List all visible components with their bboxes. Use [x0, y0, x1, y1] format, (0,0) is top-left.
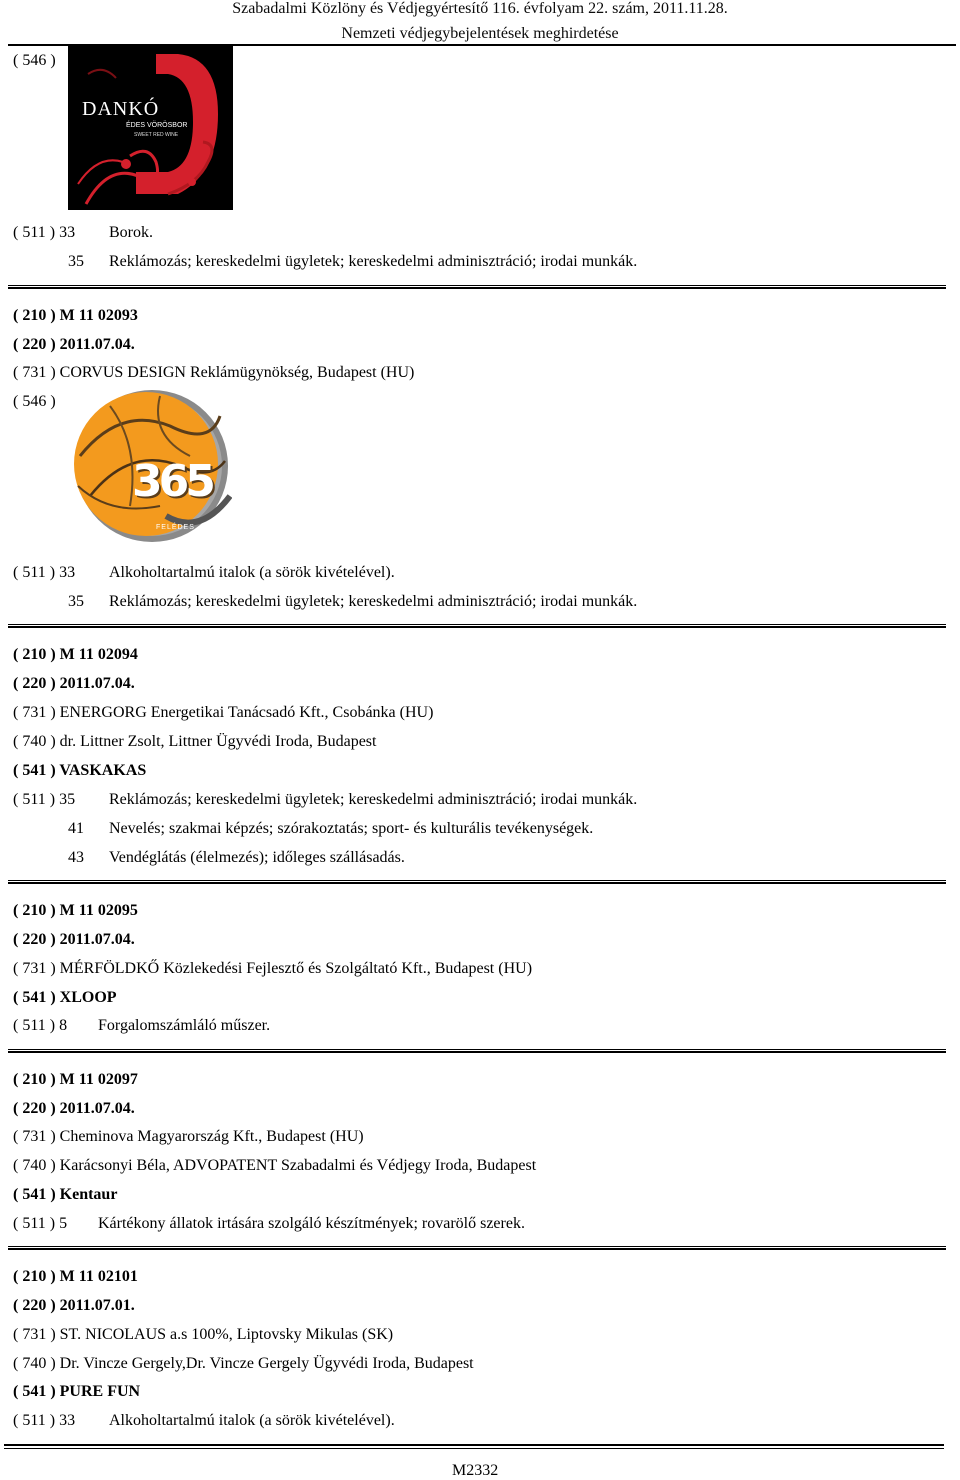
- class-code: 43: [68, 849, 84, 866]
- application-number: ( 210 ) M 11 02095: [13, 902, 138, 919]
- logo-caption: FELÉDES: [156, 524, 195, 531]
- danko-sub: ÉDES VÖRÖSBOR: [126, 122, 188, 129]
- class-code: ( 511 ) 33: [13, 224, 76, 241]
- representative: ( 740 ) Karácsonyi Béla, ADVOPATENT Szabadalmi és Védjegy Iroda, Budapest: [13, 1157, 537, 1174]
- class-code: ( 511 ) 33: [13, 564, 76, 581]
- filing-date: ( 220 ) 2011.07.04.: [13, 931, 135, 948]
- danko-brand: DANKÓ: [82, 98, 160, 120]
- application-number: ( 210 ) M 11 02093: [13, 307, 138, 324]
- owner: ( 731 ) MÉRFÖLDKŐ Közlekedési Fejlesztő és Szolgáltató Kft., Budapest (HU): [13, 960, 533, 977]
- class-code: ( 511 ) 8: [13, 1017, 68, 1034]
- entry-divider: [8, 882, 946, 884]
- filing-date: ( 220 ) 2011.07.01.: [13, 1297, 135, 1314]
- class-text: Forgalomszámláló műszer.: [98, 1017, 271, 1034]
- entry-divider: [8, 880, 946, 881]
- owner: ( 731 ) Cheminova Magyarország Kft., Budapest (HU): [13, 1128, 364, 1145]
- image-code: ( 546 ): [13, 393, 56, 410]
- felledes-365-logo-image: [70, 386, 232, 546]
- application-number: ( 210 ) M 11 02094: [13, 646, 138, 663]
- page-number: M2332: [452, 1462, 499, 1479]
- filing-date: ( 220 ) 2011.07.04.: [13, 675, 135, 692]
- owner: ( 731 ) CORVUS DESIGN Reklámügynökség, Budapest (HU): [13, 364, 415, 381]
- application-number: ( 210 ) M 11 02097: [13, 1071, 138, 1088]
- trademark-word: ( 541 ) XLOOP: [13, 989, 117, 1006]
- representative: ( 740 ) Dr. Vincze Gergely,Dr. Vincze Gergely Ügyvédi Iroda, Budapest: [13, 1355, 474, 1372]
- trademark-word: ( 541 ) PURE FUN: [13, 1383, 141, 1400]
- entry-divider: [8, 624, 946, 625]
- class-code: ( 511 ) 33: [13, 1412, 76, 1429]
- application-number: ( 210 ) M 11 02101: [13, 1268, 138, 1285]
- image-code: ( 546 ): [13, 52, 56, 69]
- class-text: Reklámozás; kereskedelmi ügyletek; kereskedelmi adminisztráció; irodai munkák.: [109, 791, 638, 808]
- class-text: Kártékony állatok irtására szolgáló készítmények; rovarölő szerek.: [98, 1215, 525, 1232]
- entry-divider: [8, 285, 946, 286]
- filing-date: ( 220 ) 2011.07.04.: [13, 1100, 135, 1117]
- class-code: 35: [68, 253, 84, 270]
- class-text: Alkoholtartalmú italok (a sörök kivételével).: [109, 564, 395, 581]
- owner: ( 731 ) ST. NICOLAUS a.s 100%, Liptovsky Mikulas (SK): [13, 1326, 394, 1343]
- trademark-word: ( 541 ) VASKAKAS: [13, 762, 147, 779]
- footer-rule: [4, 1448, 944, 1449]
- trademark-word: ( 541 ) Kentaur: [13, 1186, 118, 1203]
- danko-sub2: SWEET RED WINE: [134, 132, 179, 138]
- section-title: Nemzeti védjegybejelentések meghirdetése: [341, 25, 619, 42]
- logo-number: 365: [132, 456, 212, 507]
- class-text: Alkoholtartalmú italok (a sörök kivételével).: [109, 1412, 395, 1429]
- entry-divider: [8, 1051, 946, 1053]
- class-code: 41: [68, 820, 84, 837]
- class-text: Vendéglátás (élelmezés); időleges szállásadás.: [109, 849, 405, 866]
- class-text: Reklámozás; kereskedelmi ügyletek; kereskedelmi adminisztráció; irodai munkák.: [109, 593, 638, 610]
- entry-divider: [8, 1049, 946, 1050]
- entry-divider: [8, 287, 946, 289]
- journal-title: Szabadalmi Közlöny és Védjegyértesítő 116. évfolyam 22. szám, 2011.11.28.: [232, 0, 728, 17]
- entry-divider: [8, 626, 946, 628]
- class-text: Borok.: [109, 224, 153, 241]
- filing-date: ( 220 ) 2011.07.04.: [13, 336, 135, 353]
- entry-divider: [8, 1248, 946, 1250]
- class-code: ( 511 ) 5: [13, 1215, 68, 1232]
- danko-logo-image: [68, 44, 233, 210]
- representative: ( 740 ) dr. Littner Zsolt, Littner Ügyvédi Iroda, Budapest: [13, 733, 377, 750]
- class-text: Reklámozás; kereskedelmi ügyletek; kereskedelmi adminisztráció; irodai munkák.: [109, 253, 638, 270]
- entry-divider: [8, 1246, 946, 1247]
- class-code: 35: [68, 593, 84, 610]
- class-text: Nevelés; szakmai képzés; szórakoztatás; sport- és kulturális tevékenységek.: [109, 820, 594, 837]
- owner: ( 731 ) ENERGORG Energetikai Tanácsadó Kft., Csobánka (HU): [13, 704, 434, 721]
- class-code: ( 511 ) 35: [13, 791, 76, 808]
- footer-rule: [4, 1444, 944, 1446]
